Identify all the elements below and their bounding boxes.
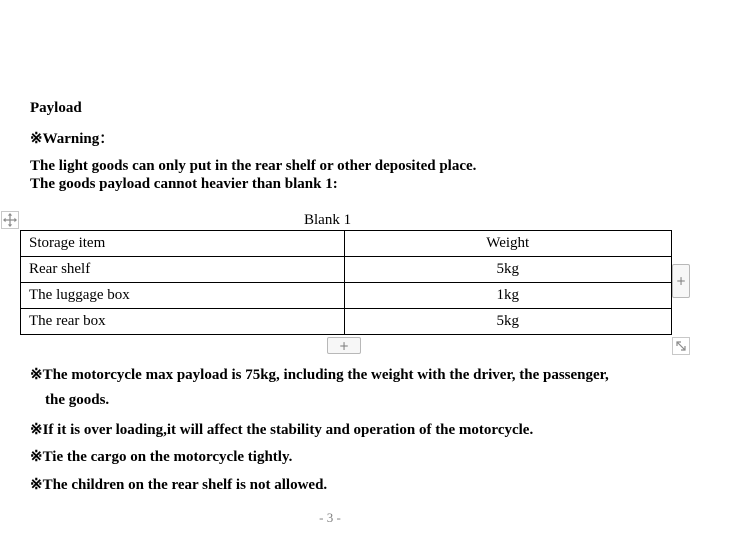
weight-cell: 5kg xyxy=(344,257,672,283)
payload-table xyxy=(20,230,672,335)
note-max-payload-line-2: the goods. xyxy=(45,392,110,408)
header-weight: Weight xyxy=(344,231,672,257)
table-header-row xyxy=(21,231,672,257)
plus-icon: + xyxy=(675,274,687,288)
warning-label: ※Warning： xyxy=(30,131,115,147)
table-row xyxy=(21,309,672,335)
note-tie-cargo: ※Tie the cargo on the motorcycle tightly. xyxy=(30,449,293,465)
resize-diagonal-icon xyxy=(675,340,687,352)
table-resize-handle[interactable] xyxy=(672,337,690,355)
add-row-button[interactable] xyxy=(327,337,361,354)
weight-cell: 1kg xyxy=(344,283,672,309)
weight-cell: 5kg xyxy=(344,309,672,335)
plus-icon: + xyxy=(338,338,350,353)
note-max-payload-line-1: ※The motorcycle max payload is 75kg, including the weight with the driver, the passenger, xyxy=(30,367,609,383)
storage-item-cell: Rear shelf xyxy=(21,257,345,283)
move-arrows-icon xyxy=(3,213,17,227)
table-move-handle[interactable] xyxy=(1,211,19,229)
intro-line-1: The light goods can only put in the rear shelf or other deposited place. xyxy=(30,158,477,174)
table-caption: Blank 1 xyxy=(304,212,352,228)
intro-line-2: The goods payload cannot heavier than blank 1: xyxy=(30,176,338,192)
table-row xyxy=(21,283,672,309)
storage-item-cell: The rear box xyxy=(21,309,345,335)
storage-item-cell: The luggage box xyxy=(21,283,345,309)
table-row xyxy=(21,257,672,283)
note-overload: ※If it is over loading,it will affect the stability and operation of the motorcycle. xyxy=(30,422,534,438)
note-children: ※The children on the rear shelf is not allowed. xyxy=(30,477,328,493)
add-column-button[interactable] xyxy=(672,264,690,298)
page-number: - 3 - xyxy=(319,510,341,525)
section-title: Payload xyxy=(30,100,82,116)
header-storage-item: Storage item xyxy=(21,231,345,257)
